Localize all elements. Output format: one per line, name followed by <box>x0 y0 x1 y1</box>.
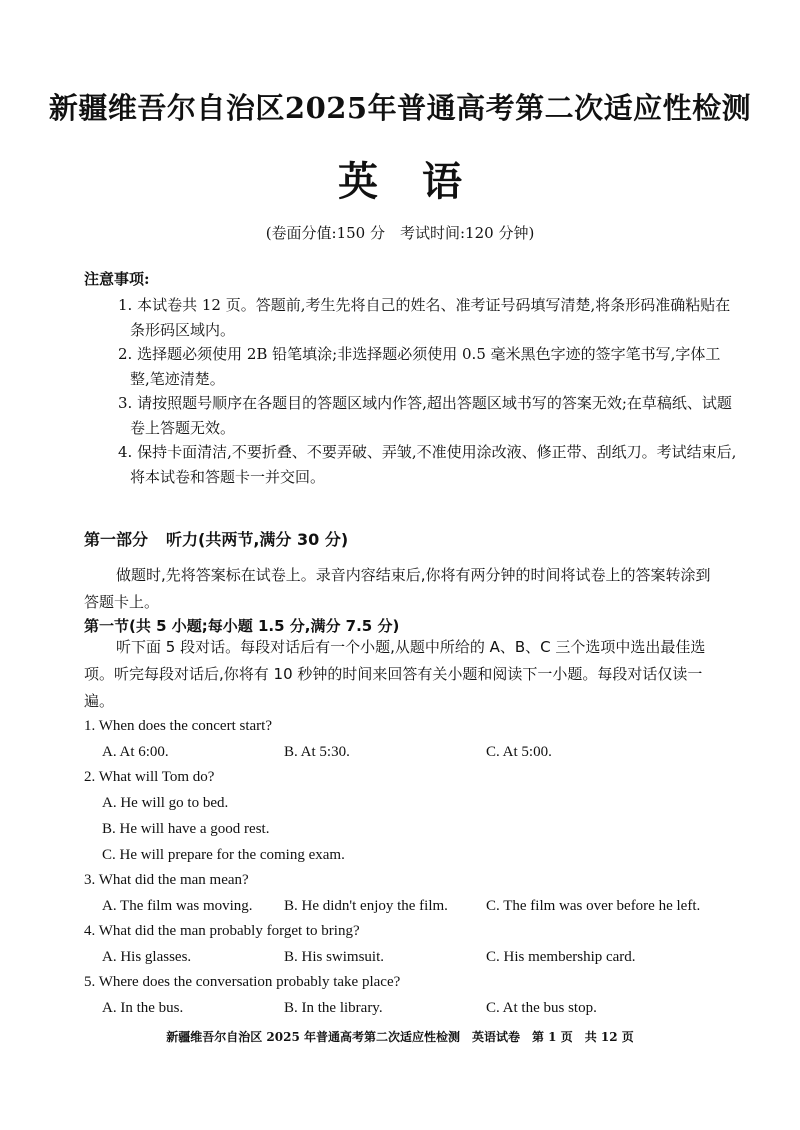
score-time-info: (卷面分值:150 分 考试时间:120 分钟) <box>265 224 535 242</box>
exam-title: 新疆维吾尔自治区2025年普通高考第二次适应性检测 <box>48 91 752 125</box>
notice-item: 1. 本试卷共 12 页。答题前,考生先将自己的姓名、准考证号码填写清楚,将条形码准确粘贴在条形码区域内。 <box>118 296 731 339</box>
question-stem: 1. When does the concert start? <box>84 718 272 734</box>
page-footer: 新疆维吾尔自治区 2025 年普通高考第二次适应性检测 英语试卷 第 1 页 共 12 页 <box>166 1030 634 1044</box>
option-a: A. In the bus. <box>102 1000 184 1016</box>
notice-item: 4. 保持卡面清洁,不要折叠、不要弄破、弄皱,不准使用涂改液、修正带、刮纸刀。考试结束后,将本试卷和答题卡一并交回。 <box>118 443 737 486</box>
section-one-title: 第一节(共 5 小题;每小题 1.5 分,满分 7.5 分) <box>84 617 400 635</box>
option-b: B. He will have a good rest. <box>102 821 270 837</box>
option-a: A. The film was moving. <box>102 898 253 914</box>
option-row <box>84 944 724 970</box>
option-c: C. At 5:00. <box>486 744 552 760</box>
option-c: C. He will prepare for the coming exam. <box>102 847 345 863</box>
option-a: A. His glasses. <box>102 949 192 965</box>
option-row <box>84 893 724 919</box>
option-c: C. The film was over before he left. <box>486 898 701 914</box>
option-b: B. At 5:30. <box>284 744 350 760</box>
subject-title <box>0 150 800 207</box>
option-b: B. His swimsuit. <box>284 949 385 965</box>
notice-title: 注意事项: <box>84 270 150 288</box>
question-list <box>84 714 724 1021</box>
option-a: A. At 6:00. <box>102 744 169 760</box>
part-one-label: 第一部分 <box>84 530 149 549</box>
notice-item: 3. 请按照题号顺序在各题目的答题区域内作答,超出答题区域书写的答案无效;在草稿纸、试题卷上答题无效。 <box>118 394 732 437</box>
option-b: B. In the library. <box>284 1000 383 1016</box>
subject-char-2: 语 <box>422 158 462 205</box>
question-stem: 5. Where does the conversation probably take place? <box>84 974 401 990</box>
option-row <box>84 739 724 765</box>
option-a: A. He will go to bed. <box>102 795 229 811</box>
option-row <box>84 995 724 1021</box>
part-one-title: 听力(共两节,满分 30 分) <box>166 530 349 549</box>
option-c: C. His membership card. <box>486 949 636 965</box>
notice-list <box>118 293 738 489</box>
part-one-heading <box>84 527 348 550</box>
notice-item: 2. 选择题必须使用 2B 铅笔填涂;非选择题必须使用 0.5 毫米黑色字迹的签字笔书写,字体工整,笔迹清楚。 <box>118 345 721 388</box>
question-stem: 2. What will Tom do? <box>84 769 215 785</box>
option-b: B. He didn't enjoy the film. <box>284 898 448 914</box>
question-stem: 4. What did the man probably forget to bring? <box>84 923 360 939</box>
option-c: C. At the bus stop. <box>486 1000 597 1016</box>
question-stem: 3. What did the man mean? <box>84 872 249 888</box>
subject-char-1: 英 <box>338 158 378 205</box>
section-one-intro: 听下面 5 段对话。每段对话后有一个小题,从题中所给的 A、B、C 三个选项中选出最佳选项。听完每段对话后,你将有 10 秒钟的时间来回答有关小题和阅读下一小题。每段对话仅读一遍。 <box>84 638 706 710</box>
part-one-intro: 做题时,先将答案标在试卷上。录音内容结束后,你将有两分钟的时间将试卷上的答案转涂到答题卡上。 <box>84 566 711 611</box>
